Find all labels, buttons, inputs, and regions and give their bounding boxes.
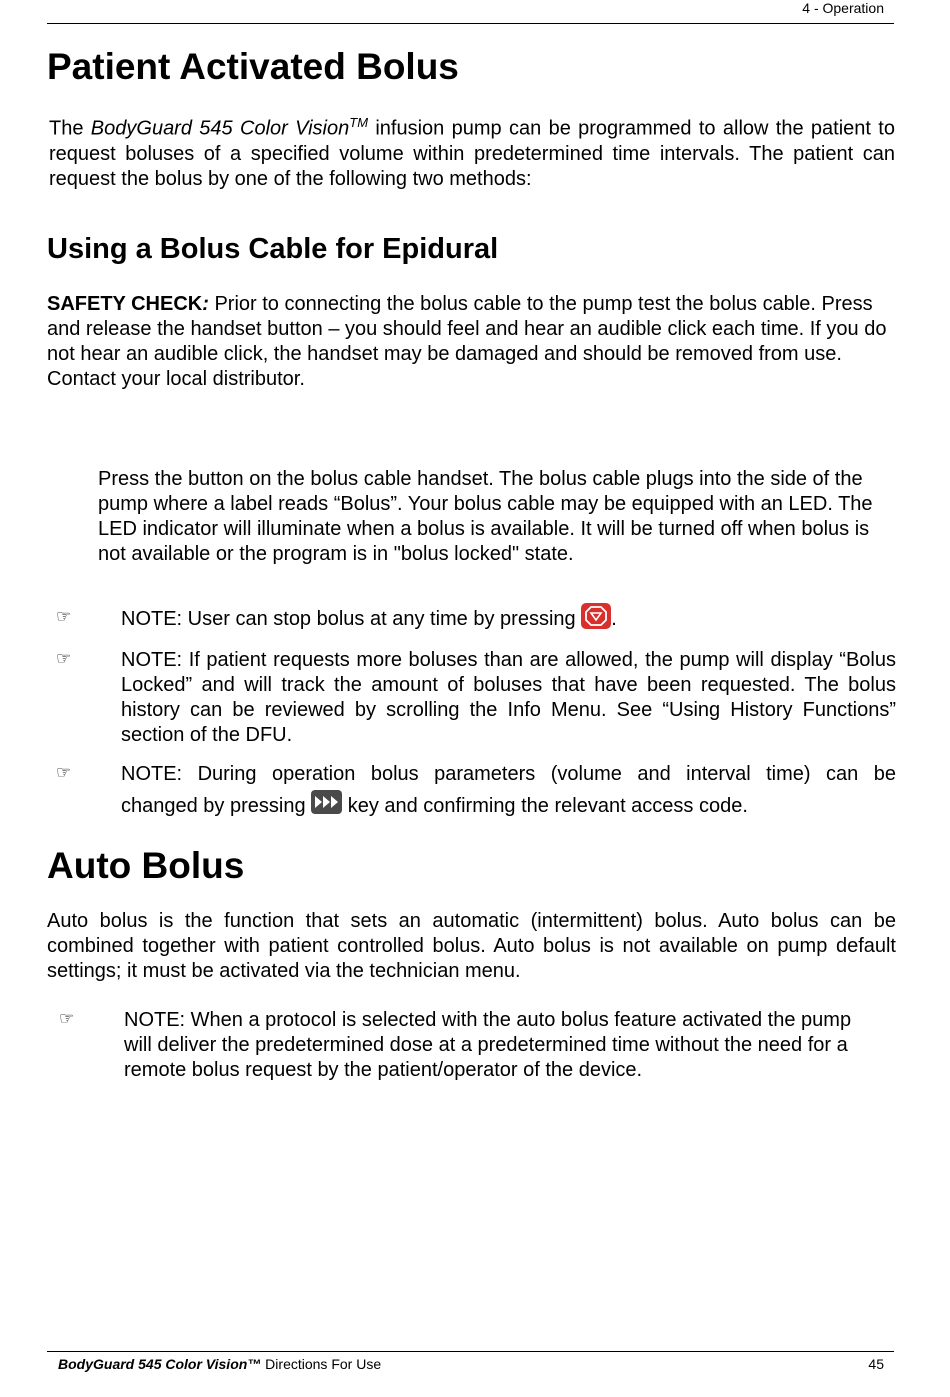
section-label: 4 - Operation: [802, 0, 884, 16]
pointing-hand-icon: ☞: [59, 1009, 75, 1028]
safety-check-text: Prior to connecting the bolus cable to the pump test the bolus cable. Press and release the handset button – you should feel and hear an audible click each time. If you do not hear an audible click, the handset may be damaged and should be removed from use. Contact your local distributor.: [47, 293, 887, 390]
intro-paragraph: [49, 110, 895, 192]
safety-check-paragraph: [47, 292, 893, 392]
auto-bolus-note: NOTE: When a protocol is selected with the auto bolus feature activated the pump will deliver the predetermined dose at a predetermined time without the need for a remote bolus request by the patient/operator of the device.: [124, 1009, 852, 1081]
header-rule: [47, 23, 894, 24]
note-change-post: key and confirming the relevant access code.: [342, 795, 748, 817]
pointing-hand-icon: ☞: [56, 607, 72, 626]
footer-product: BodyGuard 545 Color Vision™: [58, 1356, 262, 1372]
auto-bolus-paragraph: Auto bolus is the function that sets an automatic (intermittent) bolus. Auto bolus can be combined together with patient controlled bolus. Auto bolus is not available on pump default settings; it must be activated via the technician menu.: [47, 910, 896, 982]
footer-title: [58, 1356, 381, 1372]
safety-check-colon: :: [202, 293, 209, 315]
footer-rule: [47, 1351, 894, 1352]
page-number: 45: [868, 1356, 884, 1372]
page-title: Patient Activated Bolus: [47, 46, 459, 87]
instruction-paragraph: Press the button on the bolus cable handset. The bolus cable plugs into the side of the pump where a label reads “Bolus”. Your bolus cable may be equipped with an LED. The LED indicator will illuminate when a bolus is available. It will be turned off when bolus is not available or the program is in "bolus locked" state.: [98, 468, 873, 565]
footer-doc: Directions For Use: [261, 1356, 382, 1372]
note-change-pre: changed by pressing: [121, 795, 312, 817]
fast-forward-key-icon: [311, 790, 342, 814]
note-stop-end: .: [611, 608, 617, 630]
pointing-hand-icon: ☞: [56, 763, 72, 782]
intro-pre: The: [49, 117, 91, 140]
note-stop-bolus: [121, 603, 896, 632]
auto-bolus-heading: Auto Bolus: [47, 845, 245, 886]
intro-post: infusion pump can be programmed to allow the patient to request boluses of a specified volume within predetermined time intervals. The patient can request the bolus by one of the following two methods:: [49, 117, 895, 190]
safety-check-label: SAFETY CHECK: [47, 293, 203, 315]
product-name: BodyGuard 545 Color Vision: [90, 117, 350, 140]
note-stop-text: NOTE: User can stop bolus at any time by pressing: [121, 608, 582, 630]
bolus-cable-heading: Using a Bolus Cable for Epidural: [47, 233, 499, 265]
trademark: TM: [349, 115, 369, 130]
note-bolus-locked: NOTE: If patient requests more boluses than are allowed, the pump will display “Bolus Locked” and will track the amount of boluses that have been requested. The bolus history can be reviewed by scrolling the Info Menu. See “Using History Functions” section of the DFU.: [121, 649, 896, 746]
stop-button-icon: [581, 603, 611, 629]
note-change-params-line2: [121, 790, 896, 819]
pointing-hand-icon: ☞: [56, 649, 72, 668]
note-change-params-line1: NOTE: During operation bolus parameters (volume and interval time) can be: [121, 763, 896, 785]
